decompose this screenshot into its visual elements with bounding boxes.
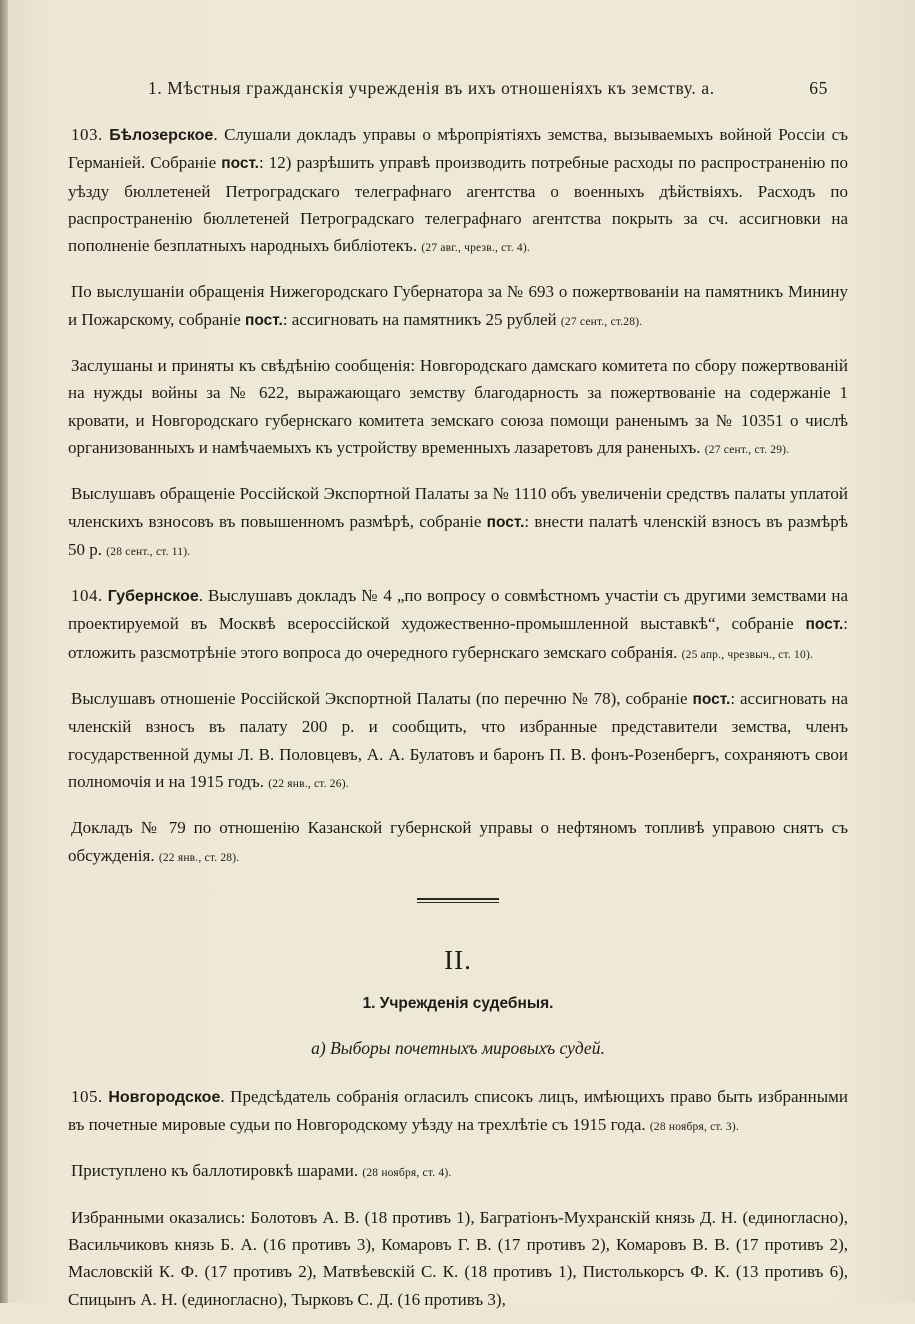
zemstvo-name: Новгородское <box>108 1088 221 1106</box>
session-reference: (27 авг., чрезв., ст. 4). <box>421 242 530 255</box>
zemstvo-name: Бѣлозерское <box>109 127 214 144</box>
paragraph-text: Выслушавъ отношеніе Россійской Экспортной Палаты (по перечню № 78), собраніе <box>71 689 693 709</box>
paragraph <box>68 278 848 336</box>
paragraph-text: . Предсѣдатель собранія огласилъ списокъ лицъ, имѣющихъ право быть избранными въ почетные мировые судьи по Новгородскому уѣзду на трехлѣтіе съ 1915 года. <box>68 1086 849 1135</box>
session-reference: (27 сент., ст.28). <box>560 315 643 328</box>
running-head <box>148 78 828 99</box>
section-divider-rule <box>417 898 499 903</box>
session-reference: (28 ноября, ст. 4). <box>362 1167 452 1180</box>
resolution-marker: пост. <box>692 691 731 709</box>
page-number: 65 <box>809 78 828 98</box>
session-reference: (22 янв., ст. 28). <box>158 851 240 864</box>
article-number: 104. <box>71 586 103 606</box>
page-body <box>68 121 848 1324</box>
paragraph-text: По выслушаніи обращенія Нижегородскаго Губернатора за № 693 о пожертвованіи на памятникъ Минину и Пожарскому, собраніе <box>68 282 848 329</box>
paragraph-text: : отложить разсмотрѣніе этого вопроса до очередного губернскаго земскаго собранія. <box>68 614 848 662</box>
article-number: 103. <box>71 125 103 144</box>
paragraph-text: Выслушавъ обращеніе Россійской Экспортной Палаты за № 1110 объ увеличеніи средствъ палаты уплатой членскихъ взносовъ въ повышенномъ размѣрѣ, собраніе <box>68 484 848 531</box>
paragraph <box>68 814 848 872</box>
paragraph-text: : внести палатѣ членскій взносъ въ размѣрѣ 50 р. <box>68 511 849 559</box>
session-reference: (22 янв., ст. 26). <box>268 777 349 790</box>
section-subtitle: а) Выборы почетныхъ мировыхъ судей. <box>311 1038 605 1059</box>
paragraph-text: Заслушаны и приняты къ свѣдѣнію сообщенія: Новгородскаго дамскаго комитета по сбору пожертвованій на нужды войны за № 622, выражающаго земству благодарность за пожертвованіе на содержаніе 1 кровати, и Новгородскаго губернскаго комитета земскаго союза помощи раненымъ за № 10351 о числѣ организованныхъ и намѣчаемыхъ къ устройству временныхъ лазаретовъ для раненыхъ. <box>68 356 848 457</box>
paragraph <box>68 480 848 566</box>
paragraph-103 <box>68 121 848 262</box>
resolution-marker: пост. <box>805 616 844 634</box>
zemstvo-name: Губернское <box>107 588 199 606</box>
session-reference: (28 сент., ст. 11). <box>106 545 191 558</box>
paragraph-105 <box>68 1083 848 1142</box>
resolution-marker: пост. <box>221 155 259 173</box>
paragraph-text: Приступлено къ баллотировкѣ шарами. <box>71 1161 363 1181</box>
paragraph <box>68 685 848 798</box>
session-reference: (25 апр., чрезвыч., ст. 10). <box>681 648 814 661</box>
paragraph-text: : ассигновать на членскій взносъ въ палату 200 р. и сообщить, что избранные представители земства, членъ государственной думы Л. В. Половцевъ, А. А. Булатовъ и баронъ П. В. фонъ-Розенбергъ, сохраняютъ свои полномочія и на 1915 годъ. <box>68 689 849 791</box>
paragraph-text: : 12) разрѣшить управѣ производить потребные расходы по распространенію по уѣзду бюллетеней Петроградскаго телеграфнаго агентства о военныхъ дѣйствіяхъ. Расходъ по распространенію бюллетеней Петроградскаго телеграфнаго агентства покрыть за сч. ассигновки на пополненіе безплатныхъ народныхъ библіотекъ. <box>68 153 848 256</box>
paragraph-text: . Слушали докладъ управы о мѣропріятіяхъ земства, вызываемыхъ войной Россіи съ Германіей. Собраніе <box>68 125 849 173</box>
paragraph-text: Избранными оказались: Болотовъ А. В. (18 противъ 1), Багратіонъ-Мухранскій князь Д. Н. (единогласно), Васильчиковъ князь Б. А. (16 противъ 3), Комаровъ Г. В. (17 противъ 2), Комаровъ В. В. (17 противъ 2), Масловскій К. Ф. (17 противъ 2), Матвѣевскій С. К. (18 противъ 1), Пистолькорсъ Ф. К. (13 противъ 6), Спицынъ А. Н. (единогласно), Тырковъ С. Д. (16 противъ 3), <box>68 1207 848 1309</box>
article-number: 105. <box>71 1086 103 1106</box>
paragraph-elected-list <box>68 1204 848 1313</box>
section-number: II. <box>444 944 472 975</box>
paragraph-text: : ассигновать на памятникъ 25 рублей <box>282 309 561 329</box>
session-reference: (27 сент., ст. 29). <box>704 443 790 456</box>
page-spine-shadow <box>0 0 8 1303</box>
paragraph-text: . Выслушавъ докладъ № 4 „по вопросу о совмѣстномъ участіи съ другими земствами на проектируемой въ Москвѣ всероссійской художественно-промышленной выставкѣ“, собраніе <box>68 586 849 634</box>
section-title: 1. Учрежденія судебныя. <box>362 995 554 1013</box>
session-reference: (28 ноября, ст. 3). <box>649 1121 739 1134</box>
paragraph <box>68 1157 848 1187</box>
paragraph-text: Докладъ № 79 по отношенію Казанской губернской управы о нефтяномъ топливѣ управою снятъ съ обсужденія. <box>68 818 848 865</box>
resolution-marker: пост. <box>245 311 283 329</box>
resolution-marker: пост. <box>486 513 525 531</box>
paragraph <box>68 352 848 464</box>
running-head-title: 1. Мѣстныя гражданскія учрежденія въ ихъ отношеніяхъ къ земству. а. <box>148 78 715 98</box>
paragraph-104 <box>68 582 848 669</box>
